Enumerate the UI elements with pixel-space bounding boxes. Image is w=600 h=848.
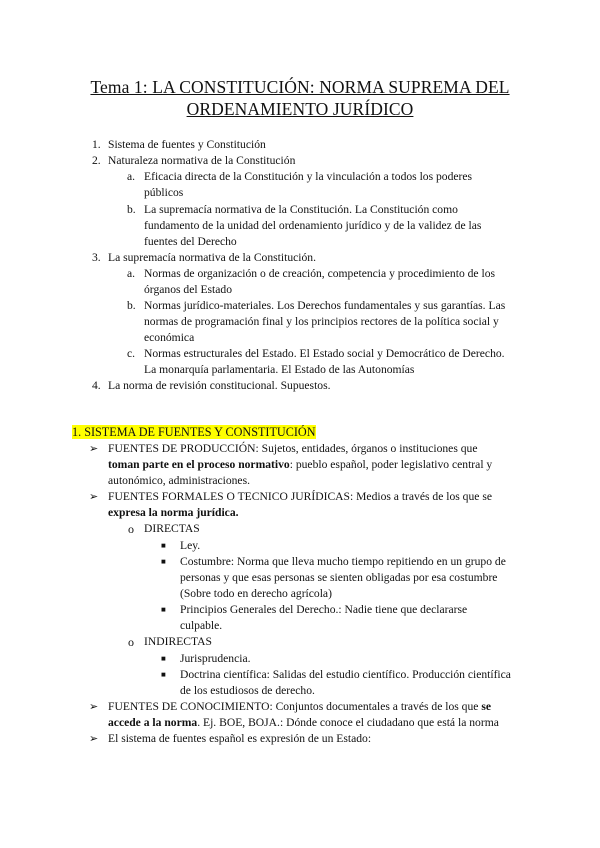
arrow-bullet-icon: ➢ xyxy=(89,491,99,503)
costumbre-line1: Costumbre: Norma que lleva mucho tiempo repitiendo en un grupo de xyxy=(180,555,506,568)
formales-line1: FUENTES FORMALES O TECNICO JURÍDICAS: Medios a través de los que se xyxy=(108,490,492,503)
conocimiento-bold-se: se xyxy=(481,700,491,713)
square-bullet-icon: ■ xyxy=(161,541,166,550)
formales-line2: expresa la norma jurídica. xyxy=(108,506,239,519)
toc-number-1: 1. xyxy=(92,138,101,151)
document-title xyxy=(60,76,540,120)
toc-item-2b-line1: La supremacía normativa de la Constitución. La Constitución como xyxy=(144,203,458,216)
toc-item-3b-line2: normas de programación final y los principios rectores de la política social y xyxy=(144,315,499,328)
toc-item-1: Sistema de fuentes y Constitución xyxy=(108,138,266,151)
square-bullet-icon: ■ xyxy=(161,557,166,566)
circle-bullet-icon: o xyxy=(128,522,134,536)
toc-item-3a-line1: Normas de organización o de creación, competencia y procedimiento de los xyxy=(144,267,496,280)
toc-item-2b-line2: fundamento de la unidad del ordenamiento jurídico y de la validez de las xyxy=(144,219,482,232)
toc-letter-3c: c. xyxy=(127,347,136,360)
produccion-line2 xyxy=(108,457,492,473)
conocimiento-rest: . Ej. BOE, BOJA.: Dónde conoce el ciudadano que está la norma xyxy=(197,716,499,729)
arrow-bullet-icon: ➢ xyxy=(89,733,99,745)
toc-item-3a-line2: órganos del Estado xyxy=(144,283,233,296)
square-bullet-icon: ■ xyxy=(161,670,166,679)
toc-number-2: 2. xyxy=(92,154,101,167)
toc-item-3: La supremacía normativa de la Constitución. xyxy=(108,251,316,264)
toc-item-3b-line3: económica xyxy=(144,331,195,344)
toc-letter-2b: b. xyxy=(127,203,136,216)
toc-item-3c-line1: Normas estructurales del Estado. El Estado social y Democrático de Derecho. xyxy=(144,347,505,360)
conocimiento-line2 xyxy=(108,715,499,731)
doctrina-line1: Doctrina científica: Salidas del estudio científico. Producción científica xyxy=(180,668,511,681)
directas-label: DIRECTAS xyxy=(144,522,200,535)
conocimiento-text: FUENTES DE CONOCIMIENTO: Conjuntos documentales a través de los que xyxy=(108,700,482,713)
produccion-line1: FUENTES DE PRODUCCIÓN: Sujetos, entidades, órganos o instituciones que xyxy=(108,442,478,455)
indirectas-label: INDIRECTAS xyxy=(144,635,212,648)
title-line-1: Tema 1: LA CONSTITUCIÓN: NORMA SUPREMA DEL xyxy=(90,77,510,97)
arrow-bullet-icon: ➢ xyxy=(89,443,99,455)
produccion-bold: toman parte en el proceso normativo xyxy=(108,458,290,471)
sistema-line: El sistema de fuentes español es expresión de un Estado: xyxy=(108,732,372,745)
toc-item-4: La norma de revisión constitucional. Supuestos. xyxy=(108,379,331,392)
conocimiento-line1 xyxy=(108,699,491,715)
toc-item-2: Naturaleza normativa de la Constitución xyxy=(108,154,296,167)
principios-line1: Principios Generales del Derecho.: Nadie tiene que declararse xyxy=(180,603,468,616)
toc-item-2b-line3: fuentes del Derecho xyxy=(144,235,237,248)
produccion-line3: autonómico, administraciones. xyxy=(108,474,250,487)
square-bullet-icon: ■ xyxy=(161,654,166,663)
costumbre-line3: (Sobre todo en derecho agrícola) xyxy=(180,587,332,600)
square-bullet-icon: ■ xyxy=(161,605,166,614)
section-heading xyxy=(72,424,316,441)
toc-letter-3b: b. xyxy=(127,299,136,312)
ley-item: Ley. xyxy=(180,539,201,552)
toc-number-4: 4. xyxy=(92,379,101,392)
conocimiento-bold: accede a la norma xyxy=(108,716,198,729)
costumbre-line2: personas y que esas personas se sienten obligadas por esa costumbre xyxy=(180,571,498,584)
circle-bullet-icon: o xyxy=(128,635,134,649)
section-heading-highlight: 1. SISTEMA DE FUENTES Y CONSTITUCIÓN xyxy=(72,425,316,439)
toc-item-3c-line2: La monarquía parlamentaria. El Estado de las Autonomías xyxy=(144,363,415,376)
toc-letter-3a: a. xyxy=(127,267,136,280)
toc-number-3: 3. xyxy=(92,251,101,264)
toc-letter-2a: a. xyxy=(127,170,136,183)
toc-item-2a-line2: públicos xyxy=(144,186,184,199)
principios-line2: culpable. xyxy=(180,619,223,632)
jurisprudencia-item: Jurisprudencia. xyxy=(180,652,251,665)
title-line-2: ORDENAMIENTO JURÍDICO xyxy=(186,99,414,119)
doctrina-line2: de los estudiosos de derecho. xyxy=(180,684,315,697)
toc-item-2a-line1: Eficacia directa de la Constitución y la vinculación a todos los poderes xyxy=(144,170,473,183)
arrow-bullet-icon: ➢ xyxy=(89,701,99,713)
toc-item-3b-line1: Normas jurídico-materiales. Los Derechos fundamentales y sus garantías. Las xyxy=(144,299,506,312)
produccion-rest: : pueblo español, poder legislativo central y xyxy=(289,458,493,471)
